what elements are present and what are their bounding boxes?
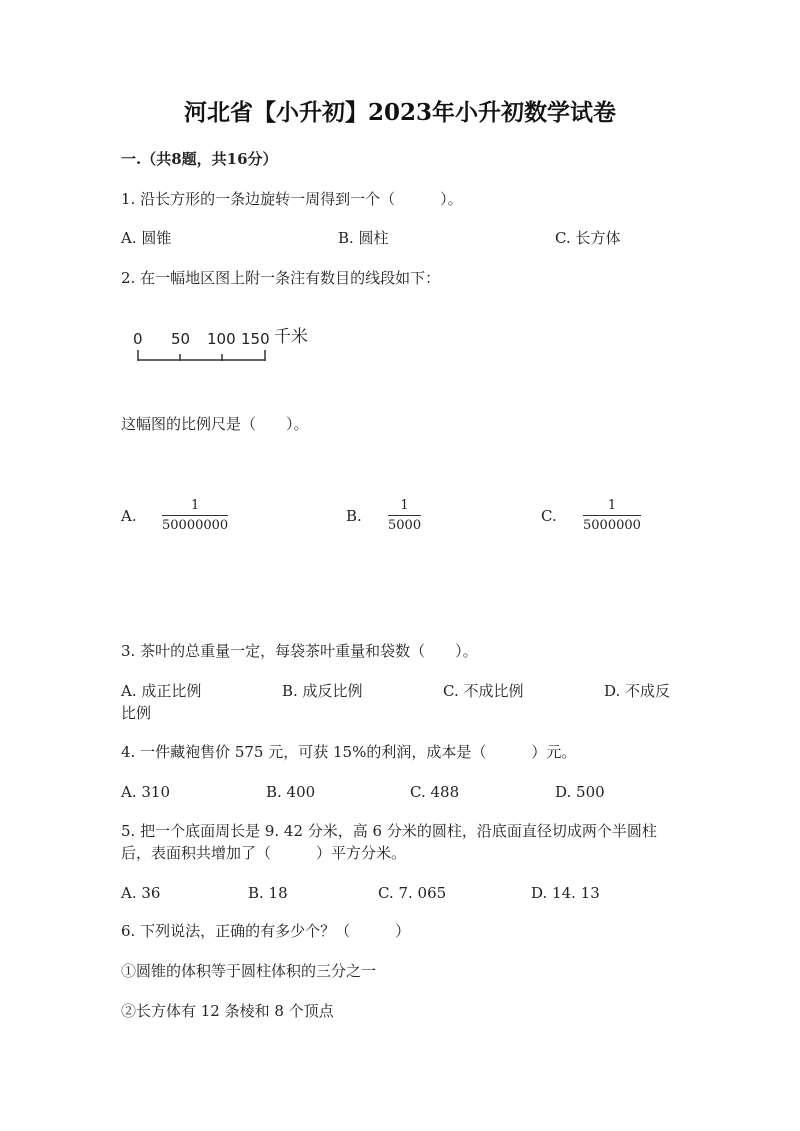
question-1-option-a: A. 圆锥 [121, 229, 172, 247]
question-2-option-c-label: C. [541, 507, 557, 525]
fraction-numerator: 1 [400, 498, 409, 513]
question-3-stem: 3. 茶叶的总重量一定，每袋茶叶重量和袋数（ ）。 [121, 642, 478, 660]
question-1-option-c: C. 长方体 [555, 229, 621, 247]
question-5-stem-line-2: 后，表面积共增加了（ ）平方分米。 [121, 844, 407, 862]
scale-bar [128, 325, 328, 365]
question-2-ask: 这幅图的比例尺是（ ）。 [121, 415, 309, 433]
question-4-option-a: A. 310 [121, 783, 170, 801]
fraction-numerator: 1 [190, 498, 200, 513]
question-2-option-a-fraction [162, 498, 228, 533]
question-3-option-c: C. 不成比例 [443, 682, 524, 700]
question-2-stem: 2. 在一幅地区图上附一条注有数目的线段如下： [121, 269, 441, 287]
question-4-option-d: D. 500 [555, 783, 605, 801]
question-4-option-b: B. 400 [266, 783, 316, 801]
question-2-option-b-fraction [388, 498, 421, 533]
question-5-option-b: B. 18 [248, 884, 288, 902]
question-5-stem-line-1: 5. 把一个底面周长是 9. 42 分米，高 6 分米的圆柱，沿底面直径切成两个半圆柱 [121, 822, 657, 840]
question-6-stem: 6. 下列说法，正确的有多少个？（ ） [121, 922, 411, 940]
scale-tick-0: 0 [133, 330, 143, 348]
scale-unit: 千米 [274, 327, 308, 347]
question-5-option-c: C. 7. 065 [378, 884, 447, 902]
question-1-option-b: B. 圆柱 [338, 229, 389, 247]
scale-tick-50: 50 [171, 330, 191, 348]
question-2-option-a-label: A. [121, 507, 137, 525]
question-3-option-d-continued: 比例 [121, 704, 152, 722]
question-5-option-a: A. 36 [121, 884, 161, 902]
question-3-option-a: A. 成正比例 [121, 682, 202, 700]
question-6-statement-1: ①圆锥的体积等于圆柱体积的三分之一 [121, 962, 377, 980]
question-4-stem: 4. 一件藏袍售价 575 元，可获 15%的利润，成本是（ ）元。 [121, 743, 577, 761]
question-1-stem: 1. 沿长方形的一条边旋转一周得到一个（ ）。 [121, 190, 463, 208]
page-title: 河北省【小升初】2023年小升初数学试卷 [183, 99, 616, 126]
fraction-numerator: 1 [607, 498, 617, 513]
question-6-statement-2: ②长方体有 12 条棱和 8 个顶点 [121, 1002, 334, 1020]
fraction-denominator: 50000000 [162, 518, 229, 533]
question-3-option-b: B. 成反比例 [282, 682, 363, 700]
question-3-option-d: D. 不成反 [604, 682, 671, 700]
scale-tick-150: 150 [241, 330, 270, 348]
fraction-denominator: 5000000 [583, 518, 641, 533]
scale-tick-100: 100 [207, 330, 236, 348]
question-5-option-d: D. 14. 13 [531, 884, 600, 902]
question-4-option-c: C. 488 [410, 783, 460, 801]
section-heading: 一.（共8题，共16分） [121, 150, 278, 168]
question-2-option-c-fraction [583, 498, 641, 533]
question-2-option-b-label: B. [346, 507, 362, 525]
fraction-denominator: 5000 [388, 518, 422, 533]
